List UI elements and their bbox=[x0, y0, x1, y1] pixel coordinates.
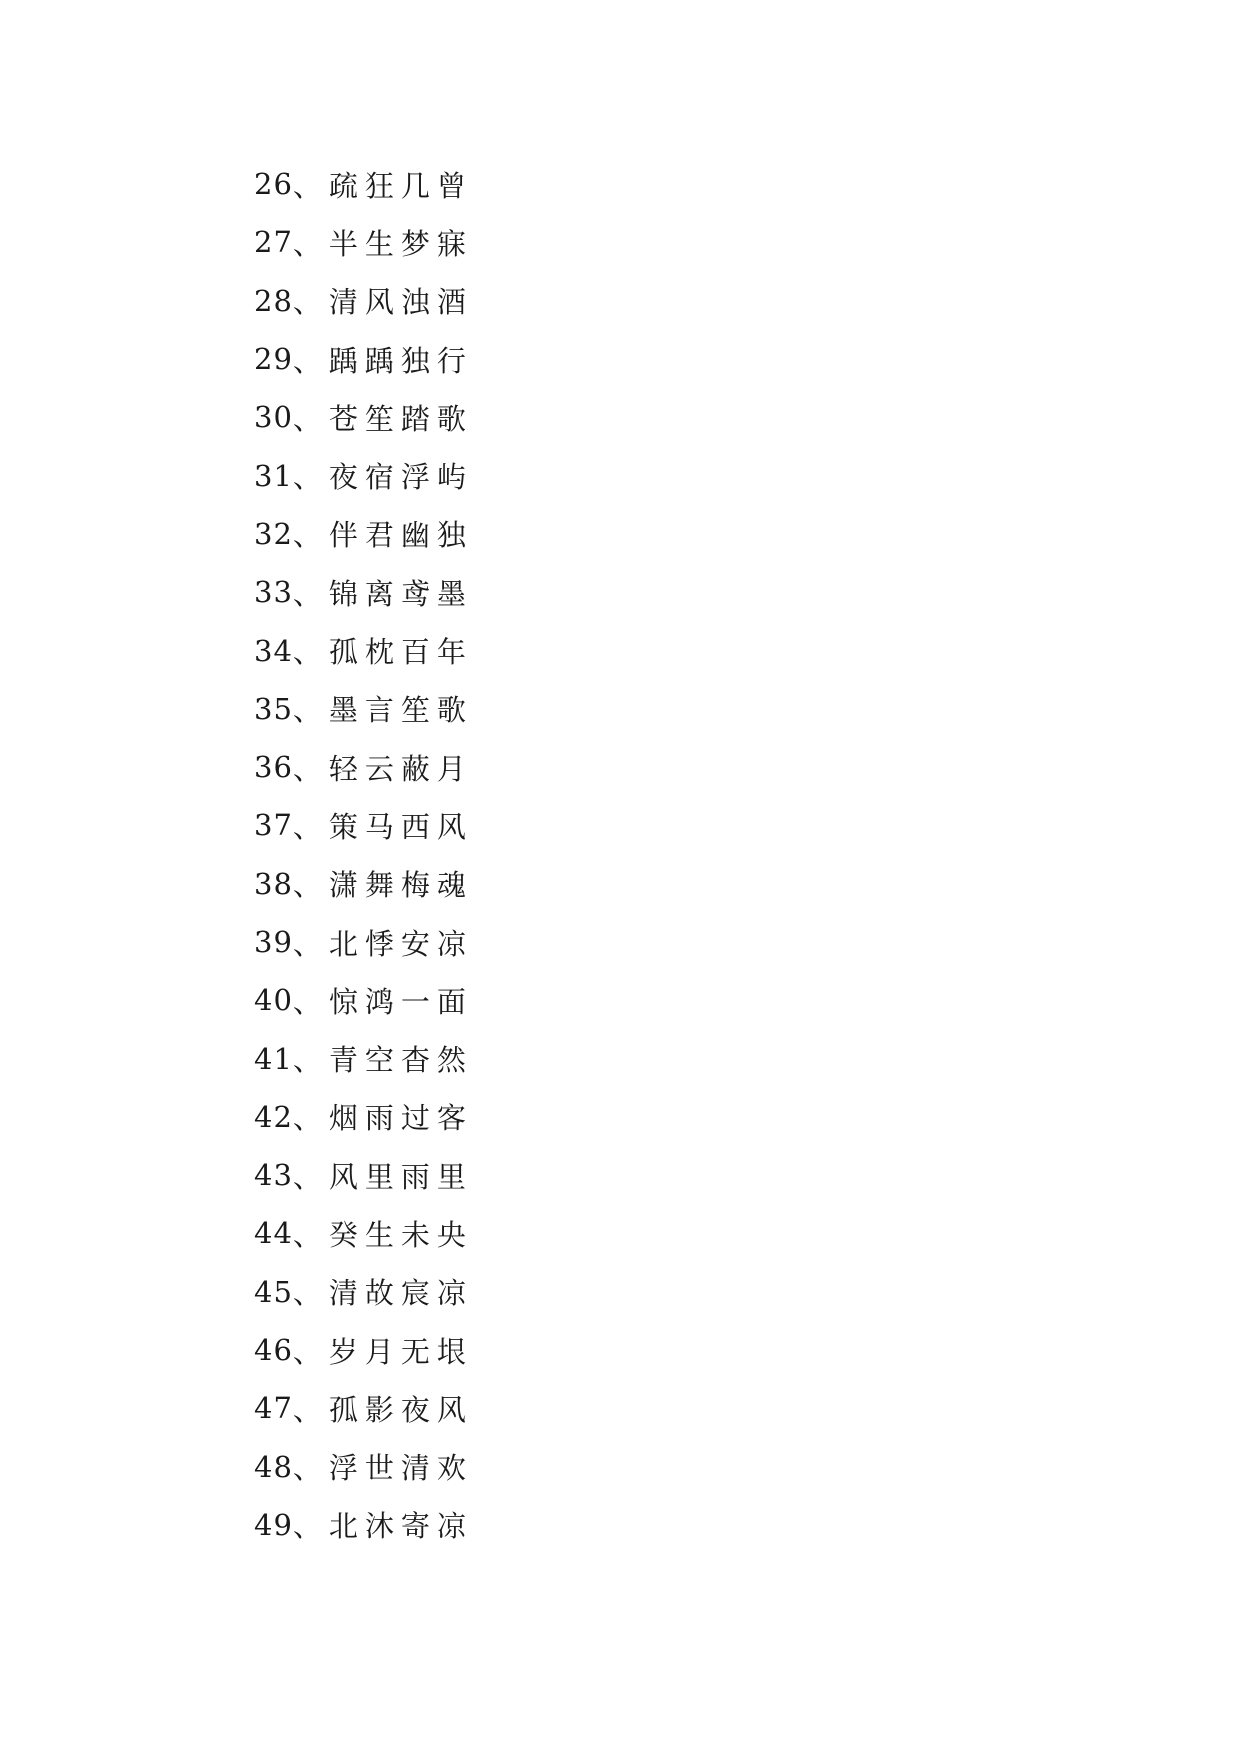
item-separator: 、 bbox=[292, 868, 323, 903]
item-text: 癸生未央 bbox=[328, 1217, 473, 1252]
list-item bbox=[254, 1496, 473, 1554]
list-item bbox=[254, 563, 473, 621]
list-item bbox=[254, 855, 473, 913]
item-number: 37 bbox=[254, 808, 293, 843]
item-number: 43 bbox=[254, 1158, 293, 1193]
item-separator: 、 bbox=[292, 401, 323, 436]
item-separator: 、 bbox=[292, 751, 323, 786]
list-item bbox=[254, 330, 473, 388]
item-text: 孤枕百年 bbox=[328, 635, 473, 670]
item-separator: 、 bbox=[292, 460, 323, 495]
item-number: 36 bbox=[254, 750, 293, 785]
item-number: 47 bbox=[254, 1391, 293, 1426]
item-separator: 、 bbox=[292, 1043, 323, 1078]
item-separator: 、 bbox=[292, 984, 323, 1019]
item-separator: 、 bbox=[292, 809, 323, 844]
item-text: 清故宸凉 bbox=[328, 1276, 473, 1311]
item-text: 伴君幽独 bbox=[328, 518, 473, 553]
item-separator: 、 bbox=[292, 518, 323, 553]
item-text: 烟雨过客 bbox=[328, 1101, 473, 1136]
item-text: 惊鸿一面 bbox=[328, 984, 473, 1019]
item-text: 疏狂几曾 bbox=[328, 168, 473, 203]
item-text: 半生梦寐 bbox=[328, 226, 473, 261]
item-number: 29 bbox=[254, 342, 293, 377]
list-item bbox=[254, 1146, 473, 1204]
list-item bbox=[254, 913, 473, 971]
item-number: 30 bbox=[254, 400, 293, 435]
item-text: 夜宿浮屿 bbox=[328, 460, 473, 495]
list-item bbox=[254, 1438, 473, 1496]
item-separator: 、 bbox=[292, 693, 323, 728]
item-number: 40 bbox=[254, 983, 293, 1018]
item-text: 青空杳然 bbox=[328, 1043, 473, 1078]
item-number: 28 bbox=[254, 283, 293, 318]
list-item bbox=[254, 213, 473, 271]
item-text: 踽踽独行 bbox=[328, 343, 473, 378]
item-text: 孤影夜风 bbox=[328, 1392, 473, 1427]
list-item bbox=[254, 155, 473, 213]
item-number: 31 bbox=[254, 458, 293, 493]
list-item bbox=[254, 1379, 473, 1437]
item-number: 45 bbox=[254, 1274, 293, 1309]
item-separator: 、 bbox=[292, 635, 323, 670]
item-text: 浮世清欢 bbox=[328, 1451, 473, 1486]
list-item bbox=[254, 1321, 473, 1379]
item-separator: 、 bbox=[292, 1101, 323, 1136]
item-text: 潇舞梅魂 bbox=[328, 868, 473, 903]
item-number: 32 bbox=[254, 516, 293, 551]
item-number: 27 bbox=[254, 225, 293, 260]
item-number: 41 bbox=[254, 1041, 293, 1076]
item-number: 38 bbox=[254, 866, 293, 901]
item-separator: 、 bbox=[292, 576, 323, 611]
list-item bbox=[254, 272, 473, 330]
item-separator: 、 bbox=[292, 1451, 323, 1486]
item-number: 35 bbox=[254, 691, 293, 726]
item-number: 48 bbox=[254, 1449, 293, 1484]
item-text: 岁月无垠 bbox=[328, 1334, 473, 1369]
item-number: 46 bbox=[254, 1333, 293, 1368]
item-number: 34 bbox=[254, 633, 293, 668]
item-separator: 、 bbox=[292, 1392, 323, 1427]
list-item bbox=[254, 388, 473, 446]
item-number: 49 bbox=[254, 1507, 293, 1542]
item-number: 26 bbox=[254, 167, 293, 202]
list-item bbox=[254, 738, 473, 796]
item-number: 39 bbox=[254, 925, 293, 959]
list-item bbox=[254, 971, 473, 1029]
list-item bbox=[254, 1029, 473, 1087]
item-text: 北沐寄凉 bbox=[328, 1509, 473, 1544]
item-separator: 、 bbox=[292, 343, 323, 378]
item-text: 苍笙踏歌 bbox=[328, 401, 473, 436]
list-item bbox=[254, 621, 473, 679]
item-number: 33 bbox=[254, 575, 293, 610]
item-separator: 、 bbox=[292, 1276, 323, 1311]
item-separator: 、 bbox=[292, 1509, 323, 1544]
item-separator: 、 bbox=[292, 226, 323, 261]
list-item bbox=[254, 446, 473, 504]
item-text: 清风浊酒 bbox=[328, 285, 473, 320]
item-text: 锦离鸢墨 bbox=[328, 576, 473, 611]
list-item bbox=[254, 1204, 473, 1262]
item-separator: 、 bbox=[292, 1159, 323, 1194]
item-number: 42 bbox=[254, 1099, 293, 1134]
item-separator: 、 bbox=[292, 168, 323, 203]
item-separator: 、 bbox=[292, 926, 323, 961]
item-text: 策马西风 bbox=[328, 809, 473, 844]
list-item bbox=[254, 1088, 473, 1146]
list-item bbox=[254, 680, 473, 738]
item-text: 墨言笙歌 bbox=[328, 693, 473, 728]
item-separator: 、 bbox=[292, 285, 323, 320]
item-number: 44 bbox=[254, 1216, 293, 1251]
item-text: 北悸安凉 bbox=[328, 926, 473, 961]
list-item bbox=[254, 505, 473, 563]
list-item bbox=[254, 1263, 473, 1321]
item-separator: 、 bbox=[292, 1334, 323, 1369]
list-item bbox=[254, 796, 473, 854]
numbered-name-list bbox=[254, 155, 473, 1554]
item-text: 风里雨里 bbox=[328, 1159, 473, 1194]
item-separator: 、 bbox=[292, 1217, 323, 1252]
item-text: 轻云蔽月 bbox=[328, 751, 473, 786]
